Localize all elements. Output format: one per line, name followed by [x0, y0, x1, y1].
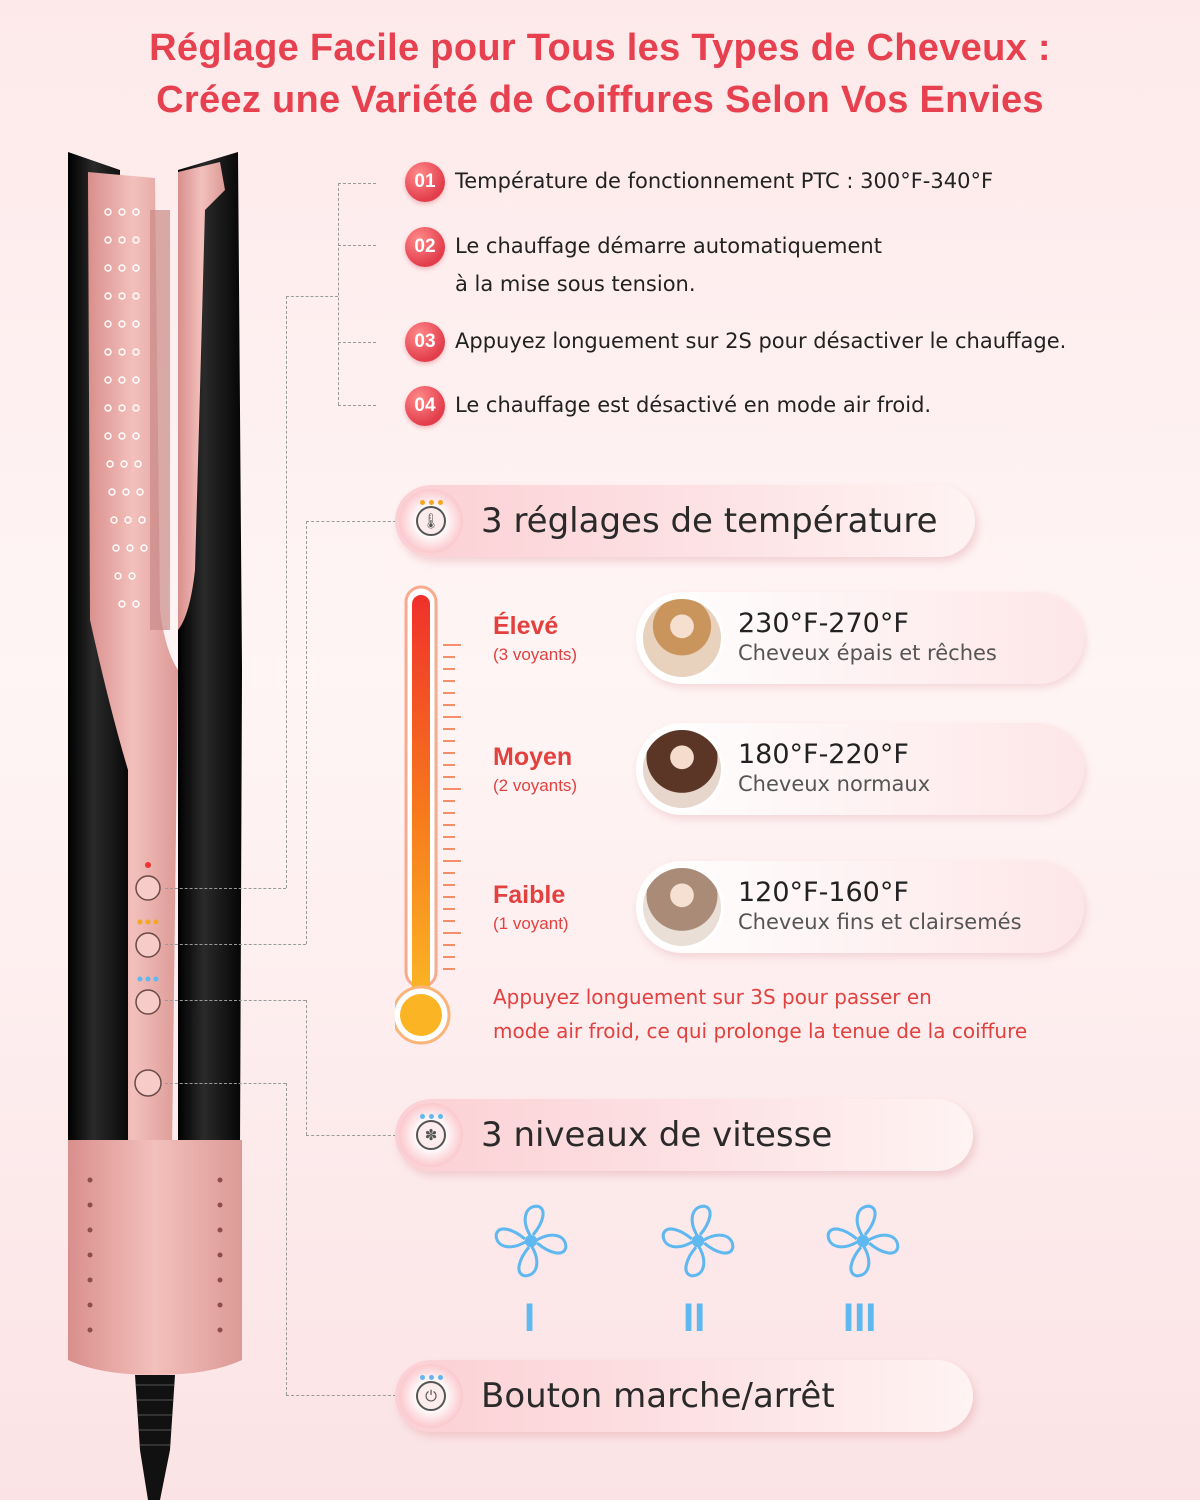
feature-number-badge: 04	[405, 386, 445, 426]
feature-text: Le chauffage est désactivé en mode air froid.	[455, 393, 932, 417]
speed-header-label: 3 niveaux de vitesse	[481, 1115, 833, 1155]
level-label-high: Élevé (3 voyants)	[493, 612, 578, 664]
feature-item-02	[405, 227, 882, 303]
title-line-2: Créez une Variété de Coiffures Selon Vos Envies	[156, 79, 1044, 121]
connector-line	[286, 296, 338, 297]
hair-type: Cheveux normaux	[738, 772, 931, 796]
thermometer-icon: 🌡	[399, 489, 463, 553]
connector-line	[338, 245, 376, 246]
thermometer-graphic	[395, 585, 475, 1055]
feature-text: Appuyez longuement sur 2S pour désactiver le chauffage.	[455, 329, 1067, 353]
hair-type: Cheveux épais et rêches	[738, 641, 997, 665]
connector-line	[286, 1083, 287, 1395]
power-button-header	[395, 1360, 973, 1432]
level-label-medium: Moyen (2 voyants)	[493, 743, 578, 795]
speed-levels-header	[395, 1099, 973, 1171]
connector-line	[165, 888, 286, 889]
connector-line	[286, 296, 287, 888]
feature-number-badge: 02	[405, 227, 445, 267]
temperature-range: 230°F-270°F	[738, 608, 909, 639]
connector-line	[338, 183, 376, 184]
feature-item-01	[405, 162, 993, 202]
page-title	[0, 22, 1200, 126]
connector-line	[165, 1000, 306, 1001]
connector-line	[286, 1395, 396, 1396]
fan-speed-3-icon	[822, 1200, 904, 1282]
temperature-header-label: 3 réglages de température	[481, 501, 938, 541]
power-icon: ⏻	[399, 1364, 463, 1428]
connector-line	[306, 521, 307, 944]
connector-line	[306, 1000, 307, 1135]
level-card-high	[636, 592, 1084, 684]
temperature-range: 180°F-220°F	[738, 739, 909, 770]
fan-icon: ✽	[399, 1103, 463, 1167]
connector-line	[338, 405, 376, 406]
cold-air-note: Appuyez longuement sur 3S pour passer en mode air froid, ce qui prolonge la tenue de la coiffure	[493, 985, 1028, 1043]
connector-line	[338, 183, 339, 405]
feature-item-04	[405, 386, 931, 426]
woman-thick-hair-photo	[640, 596, 724, 680]
speed-level-3-label: III	[843, 1296, 877, 1340]
fan-speed-1-icon	[490, 1200, 572, 1282]
speed-level-2-label: II	[683, 1296, 706, 1340]
temperature-range: 120°F-160°F	[738, 877, 909, 908]
hair-straightener-image	[60, 150, 250, 1500]
connector-line	[306, 1135, 396, 1136]
level-card-medium	[636, 723, 1084, 815]
woman-normal-hair-photo	[640, 727, 724, 811]
connector-line	[306, 521, 396, 522]
connector-line	[338, 342, 376, 343]
level-label-low: Faible (1 voyant)	[493, 881, 569, 933]
title-line-1: Réglage Facile pour Tous les Types de Cheveux :	[149, 27, 1051, 69]
temperature-settings-header	[395, 485, 975, 557]
power-header-label: Bouton marche/arrêt	[481, 1376, 835, 1416]
feature-number-badge: 03	[405, 322, 445, 362]
feature-item-03	[405, 322, 1066, 362]
connector-line	[165, 944, 306, 945]
level-card-low	[636, 861, 1084, 953]
connector-line	[165, 1083, 286, 1084]
woman-fine-hair-photo	[640, 865, 724, 949]
hair-type: Cheveux fins et clairsemés	[738, 910, 1022, 934]
feature-text: Température de fonctionnement PTC : 300°F-340°F	[455, 169, 994, 193]
feature-number-badge: 01	[405, 162, 445, 202]
fan-speed-2-icon	[657, 1200, 739, 1282]
feature-text: Le chauffage démarre automatiquement à la mise sous tension.	[455, 234, 882, 296]
speed-level-1-label: I	[524, 1296, 536, 1340]
